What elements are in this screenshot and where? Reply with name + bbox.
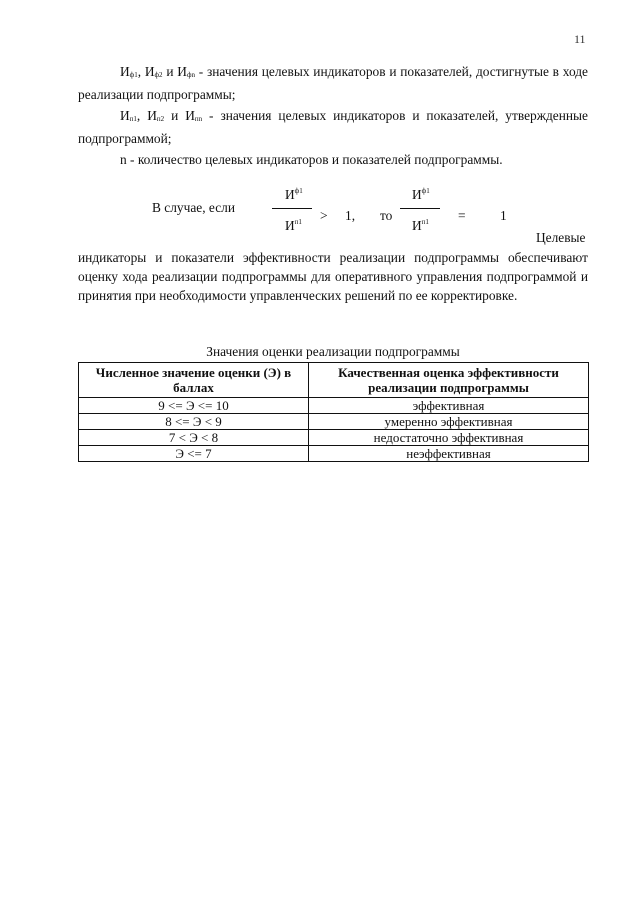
fraction-1-denominator: $И^{п1}$	[285, 218, 302, 233]
score-range: 7 < Э < 8	[79, 430, 309, 446]
formula-prefix: В случае, если	[152, 200, 235, 215]
formula-one-b: 1	[500, 208, 507, 223]
table-header-row	[79, 363, 589, 398]
fraction-1-bar	[272, 208, 312, 209]
evaluation-label: неэффективная	[309, 446, 589, 462]
definition-count: n - количество целевых индикаторов и показателей подпрограммы.	[120, 152, 503, 167]
definition-approved: Ип1, Ип2 и Ипn - значения целевых индикаторов и показателей, утвержденные подпрограммой;	[78, 108, 588, 146]
table-row	[79, 446, 589, 462]
score-range: Э <= 7	[79, 446, 309, 462]
fraction-2-denominator: $И^{п1}$	[412, 218, 429, 233]
formula-one-a: 1,	[345, 208, 356, 223]
formula-to: то	[380, 208, 393, 223]
evaluation-table	[78, 362, 589, 462]
equals-sign: =	[458, 208, 466, 223]
header-qualitative-evaluation: Качественная оценка эффективности реализации подпрограммы	[309, 363, 589, 398]
score-range: 8 <= Э < 9	[79, 414, 309, 430]
definition-achieved: Иф1, Иф2 и Ифn - значения целевых индикаторов и показателей, достигнутые в ходе реализации подпрограммы;	[78, 64, 589, 102]
evaluation-label: недостаточно эффективная	[309, 430, 589, 446]
table-row	[79, 398, 589, 414]
score-range: 9 <= Э <= 10	[79, 398, 309, 414]
table-row	[79, 414, 589, 430]
definition-approved-text: - значения целевых индикаторов и показателей, утвержденные подпрограммой;	[78, 108, 588, 146]
fraction-2-bar	[400, 208, 440, 209]
greater-than-sign: >	[320, 208, 328, 223]
table-row	[79, 430, 589, 446]
table-caption: Значения оценки реализации подпрограммы	[206, 344, 460, 359]
definition-achieved-text: - значения целевых индикаторов и показателей, достигнутые в ходе реализации подпрограммы;	[78, 64, 589, 102]
symbol-i-f1: Иф1	[120, 64, 138, 79]
header-numeric-value: Численное значение оценки (Э) в баллах	[79, 363, 309, 398]
symbol-i-f2: Иф2	[144, 64, 163, 79]
symbol-i-pn: Ипn	[185, 108, 203, 123]
symbol-i-p1: Ип1	[120, 108, 137, 123]
continuation-paragraph: индикаторы и показатели эффективности реализации подпрограммы обеспечивают оценку хода реализации подпрограммы для оперативного управления подпрограммой и принятия при необходимости управленческих решений по ее корректировке.	[78, 250, 588, 303]
evaluation-label: эффективная	[309, 398, 589, 414]
symbol-i-fn: Ифn	[177, 64, 195, 79]
fraction-2-numerator: $И^{ф1}$	[412, 187, 430, 202]
fraction-1-numerator: $И^{ф1}$	[285, 187, 303, 202]
symbol-i-p2: Ип2	[147, 108, 165, 123]
page-number: 11	[574, 32, 586, 46]
evaluation-label: умеренно эффективная	[309, 414, 589, 430]
formula-suffix: Целевые	[536, 230, 586, 245]
